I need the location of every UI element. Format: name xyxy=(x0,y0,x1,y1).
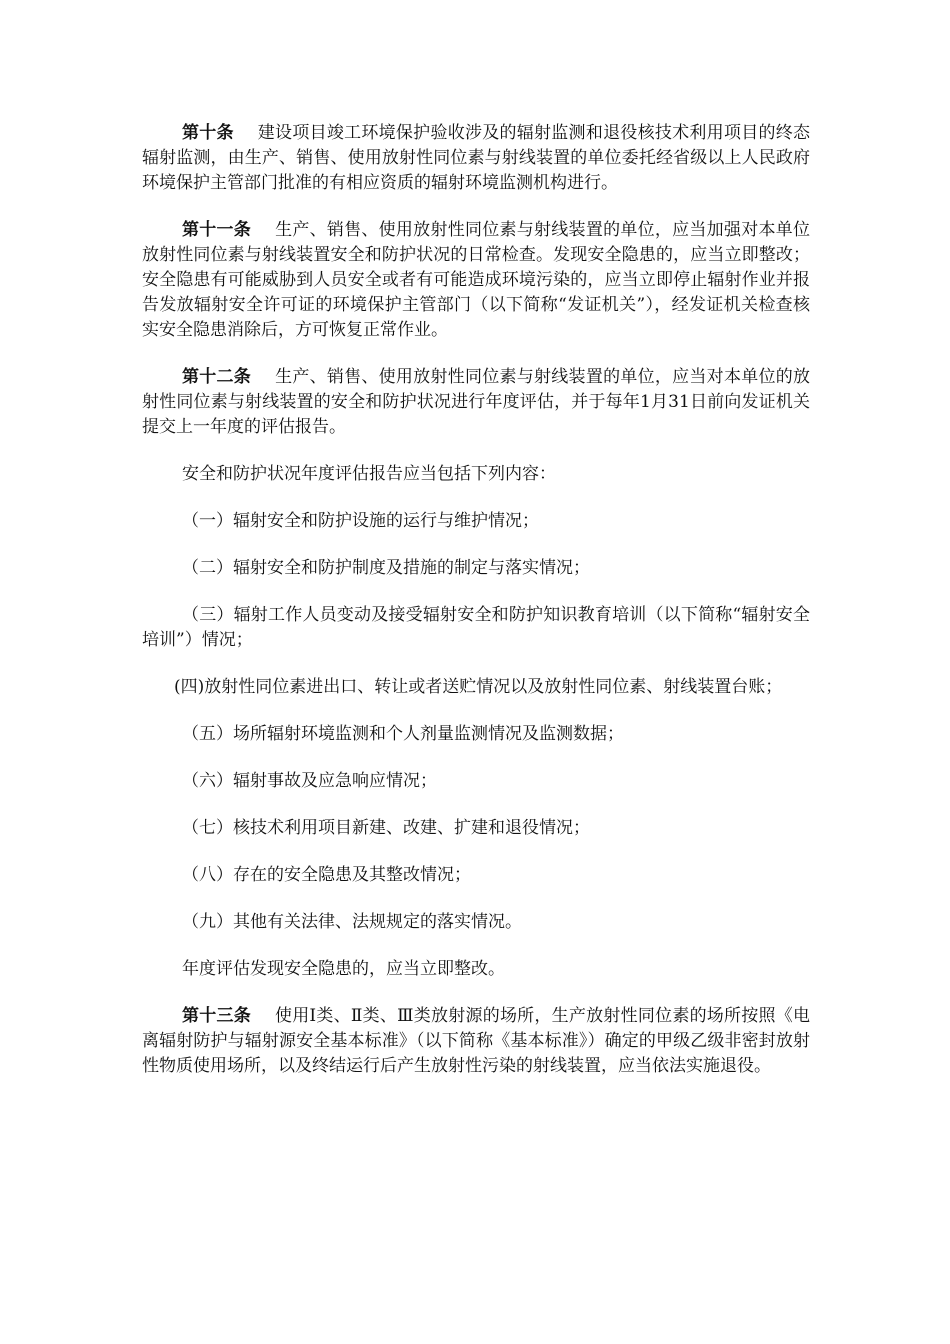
list-item: （六）辐射事故及应急响应情况； xyxy=(182,771,437,791)
article-text: 建设项目竣工环境保护验收涉及的辐射监测和退役核技术利用项目的终态辐射监测，由生产、销售、使用放射性同位素与射线装置的单位委托经省级以上人民政府环境保护主管部门批准的有相应资质的辐射环境监测机构进行。 xyxy=(142,123,811,193)
list-item: （一）辐射安全和防护设施的运行与维护情况； xyxy=(182,511,539,531)
annual-review-closing: 年度评估发现安全隐患的，应当立即整改。 xyxy=(182,959,505,979)
list-item: （八）存在的安全隐患及其整改情况； xyxy=(182,865,471,885)
report-contents-intro: 安全和防护状况年度评估报告应当包括下列内容： xyxy=(182,464,556,484)
article-11 xyxy=(142,218,810,343)
article-label: 第十一条 xyxy=(182,220,252,240)
article-10 xyxy=(142,121,810,196)
article-13 xyxy=(142,1004,810,1079)
article-label: 第十条 xyxy=(182,123,234,143)
article-12 xyxy=(142,365,810,440)
article-text: 生产、销售、使用放射性同位素与射线装置的单位，应当对本单位的放射性同位素与射线装置的安全和防护状况进行年度评估，并于每年1月31日前向发证机关提交上一年度的评估报告。 xyxy=(142,367,811,437)
list-item: （二）辐射安全和防护制度及措施的制定与落实情况； xyxy=(182,558,590,578)
list-item: （九）其他有关法律、法规规定的落实情况。 xyxy=(182,912,522,932)
list-item: （三）辐射工作人员变动及接受辐射安全和防护知识教育培训（以下简称“辐射安全培训”）情况； xyxy=(142,605,810,650)
list-item: (四)放射性同位素进出口、转让或者送贮情况以及放射性同位素、射线装置台账； xyxy=(174,677,783,697)
article-label: 第十三条 xyxy=(182,1006,251,1026)
article-label: 第十二条 xyxy=(182,367,252,387)
list-item: （五）场所辐射环境监测和个人剂量监测情况及监测数据； xyxy=(182,724,624,744)
article-text: 生产、销售、使用放射性同位素与射线装置的单位，应当加强对本单位放射性同位素与射线装置安全和防护状况的日常检查。发现安全隐患的，应当立即整改；安全隐患有可能威胁到人员安全或者有可能造成环境污染的，应当立即停止辐射作业并报告发放辐射安全许可证的环境保护主管部门（以下简称“发证机关”），经发证机关检查核实安全隐患消除后，方可恢复正常作业。 xyxy=(142,220,811,340)
article-text: 使用Ⅰ类、Ⅱ类、Ⅲ类放射源的场所，生产放射性同位素的场所按照《电离辐射防护与辐射源安全基本标准》（以下简称《基本标准》）确定的甲级乙级非密封放射性物质使用场所，以及终结运行后产生放射性污染的射线装置，应当依法实施退役。 xyxy=(142,1006,810,1076)
list-item: （七）核技术利用项目新建、改建、扩建和退役情况； xyxy=(182,818,590,838)
